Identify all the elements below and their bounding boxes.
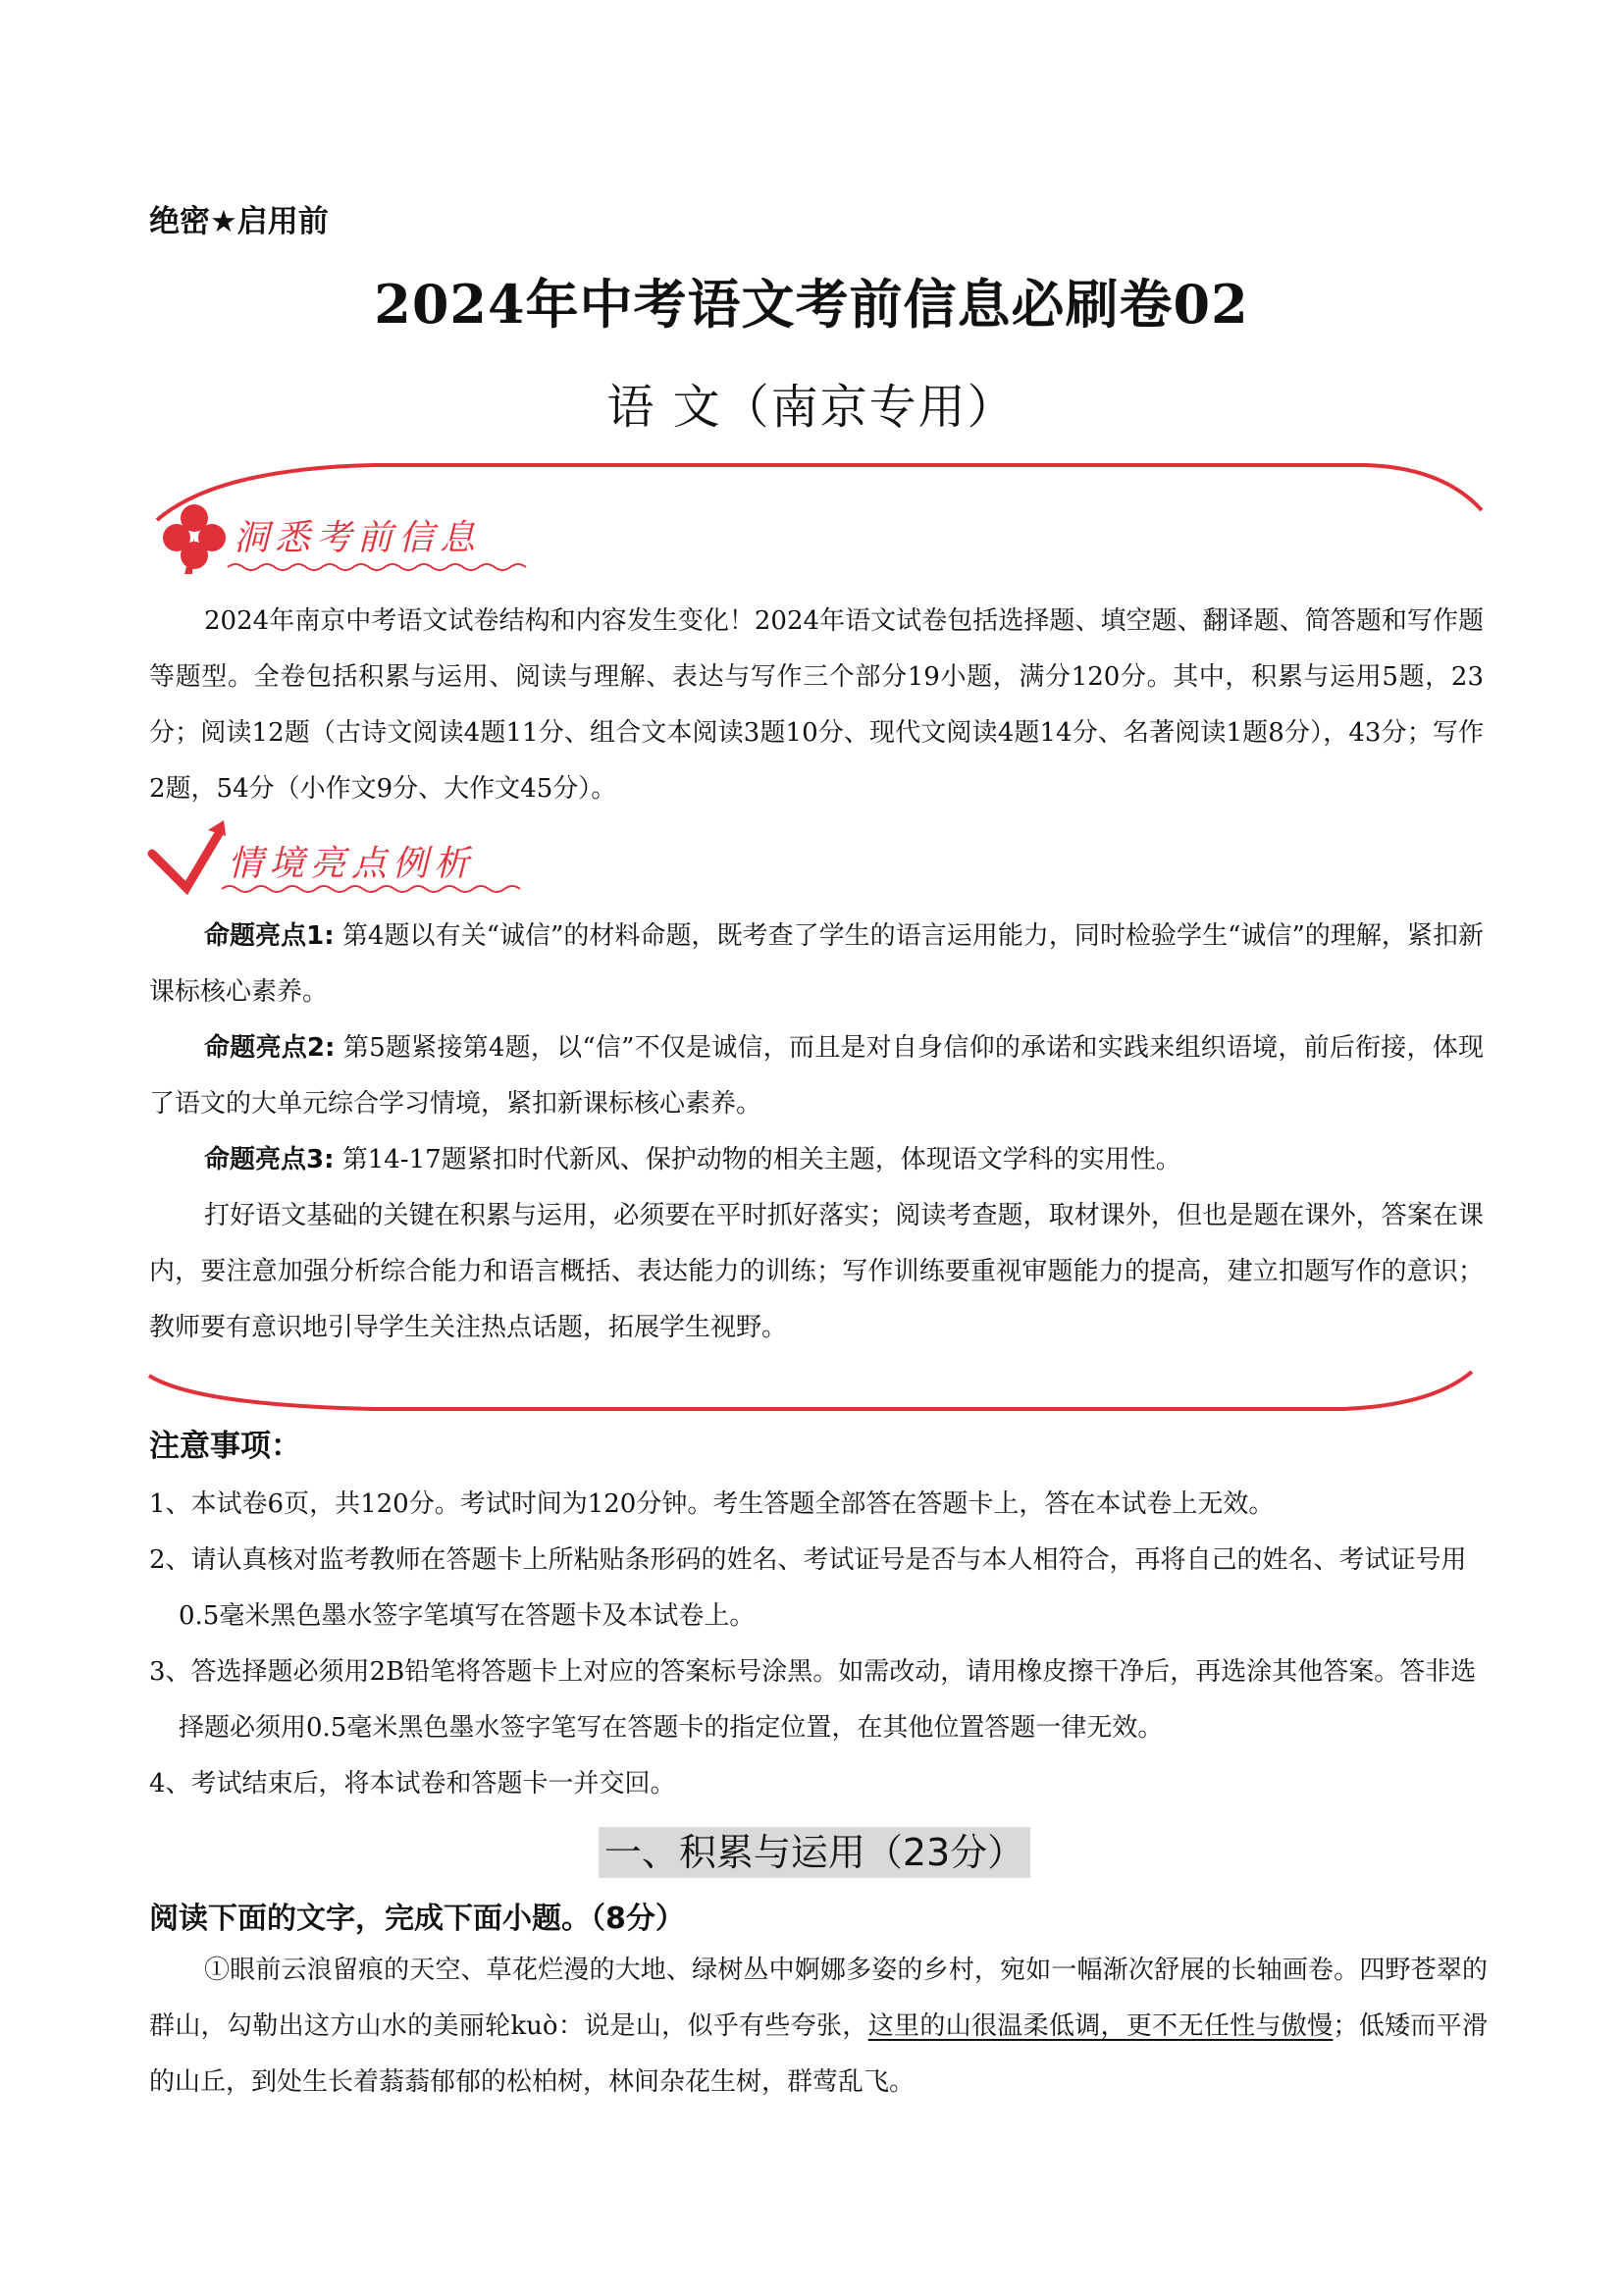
bottom-arc — [149, 1372, 1472, 1409]
highlight-text: 第14-17题紧扣时代新风、保护动物的相关主题，体现语文学科的实用性。 — [341, 1145, 1181, 1174]
highlight-1 — [149, 909, 1484, 1020]
notice-item: 1、本试卷6页，共120分。考试时间为120分钟。考生答题全部答在答题卡上，答在本试卷上无效。 — [149, 1489, 1275, 1519]
notice-list — [149, 1477, 1488, 1812]
page-subtitle: 语 文（南京专用） — [606, 380, 1017, 435]
clover-icon — [163, 504, 226, 574]
highlight-text: 第5题紧接第4题，以“信”不仅是诚信，而且是对自身信仰的承诺和实践来组织语境，前后衔接，体现了语文的大单元综合学习情境，紧扣新课标核心素养。 — [149, 1033, 1484, 1119]
highlight-label: 命题亮点3: — [204, 1145, 335, 1174]
exam-intro-paragraph: 2024年南京中考语文试卷结构和内容发生变化！2024年语文试卷包括选择题、填空题、翻译题、简答题和写作题等题型。全卷包括积累与运用、阅读与理解、表达与写作三个部分19小题，满分120分。其中，积累与运用5题，23分；阅读12题（古诗文阅读4题11分、组合文本阅读3题10分、现代文阅读4题14分、名著阅读1题8分），43分；写作2题，54分（小作文9分、大作文45分）。 — [149, 606, 1484, 804]
passage-text: ①眼前云浪留痕的天空、草花烂漫的大地、绿树丛中婀娜多姿的乡村，宛如一幅渐次舒展的长轴画卷。四野苍翠的群山，勾勒出这方山水的美丽轮kuò：说是山，似乎有些夸张， — [149, 1956, 1488, 2041]
summary-paragraph: 打好语文基础的关键在积累与运用，必须要在平时抓好落实；阅读考查题，取材课外，但也是题在课外，答案在课内，要注意加强分析综合能力和语言概括、表达能力的训练；写作训练要重视审题能力的提高，建立扣题写作的意识；教师要有意识地引导学生关注热点话题，拓展学生视野。 — [149, 1201, 1484, 1342]
reading-passage — [149, 1943, 1488, 2111]
notice-item: 3、答选择题必须用2B铅笔将答题卡上对应的答案标号涂黑。如需改动，请用橡皮擦干净后，再选涂其他答案。答非选择题必须用0.5毫米黑色墨水签字笔写在答题卡的指定位置，在其他位置答题一律无效。 — [149, 1657, 1477, 1743]
underlined-sentence: 这里的山很温柔低调，更不无任性与傲慢 — [867, 2011, 1334, 2041]
passage-text: ；低矮而平滑的山丘，到处生长着蓊蓊郁郁的松柏树，林间杂花生树，群莺乱飞。 — [149, 2011, 1488, 2097]
highlight-label: 命题亮点2: — [204, 1033, 336, 1063]
highlight-label: 命题亮点1: — [204, 921, 335, 951]
checkmark-icon — [152, 830, 221, 888]
banner-highlights: 情境亮点例析 — [228, 844, 476, 884]
confidential-label: 绝密★启用前 — [149, 204, 329, 239]
highlight-2 — [149, 1020, 1484, 1132]
notice-title: 注意事项： — [149, 1429, 301, 1464]
reading-prompt: 阅读下面的文字，完成下面小题。（8分） — [149, 1902, 685, 1936]
banner-exam-info: 洞悉考前信息 — [234, 518, 482, 558]
page-title: 2024年中考语文考前信息必刷卷02 — [374, 273, 1249, 336]
banner2-wave — [222, 886, 520, 892]
section-heading: 一、积累与运用（23分） — [599, 1827, 1030, 1878]
banner1-wave — [228, 564, 526, 570]
notice-item: 2、请认真核对监考教师在答题卡上所粘贴条形码的姓名、考试证号是否与本人相符合，再将自己的姓名、考试证号用0.5毫米黑色墨水签字笔填写在答题卡及本试卷上。 — [149, 1545, 1467, 1631]
notice-item: 4、考试结束后，将本试卷和答题卡一并交回。 — [149, 1769, 676, 1799]
highlight-text: 第4题以有关“诚信”的材料命题，既考查了学生的语言运用能力，同时检验学生“诚信”的理解，紧扣新课标核心素养。 — [149, 921, 1484, 1007]
highlight-3 — [149, 1132, 1484, 1188]
